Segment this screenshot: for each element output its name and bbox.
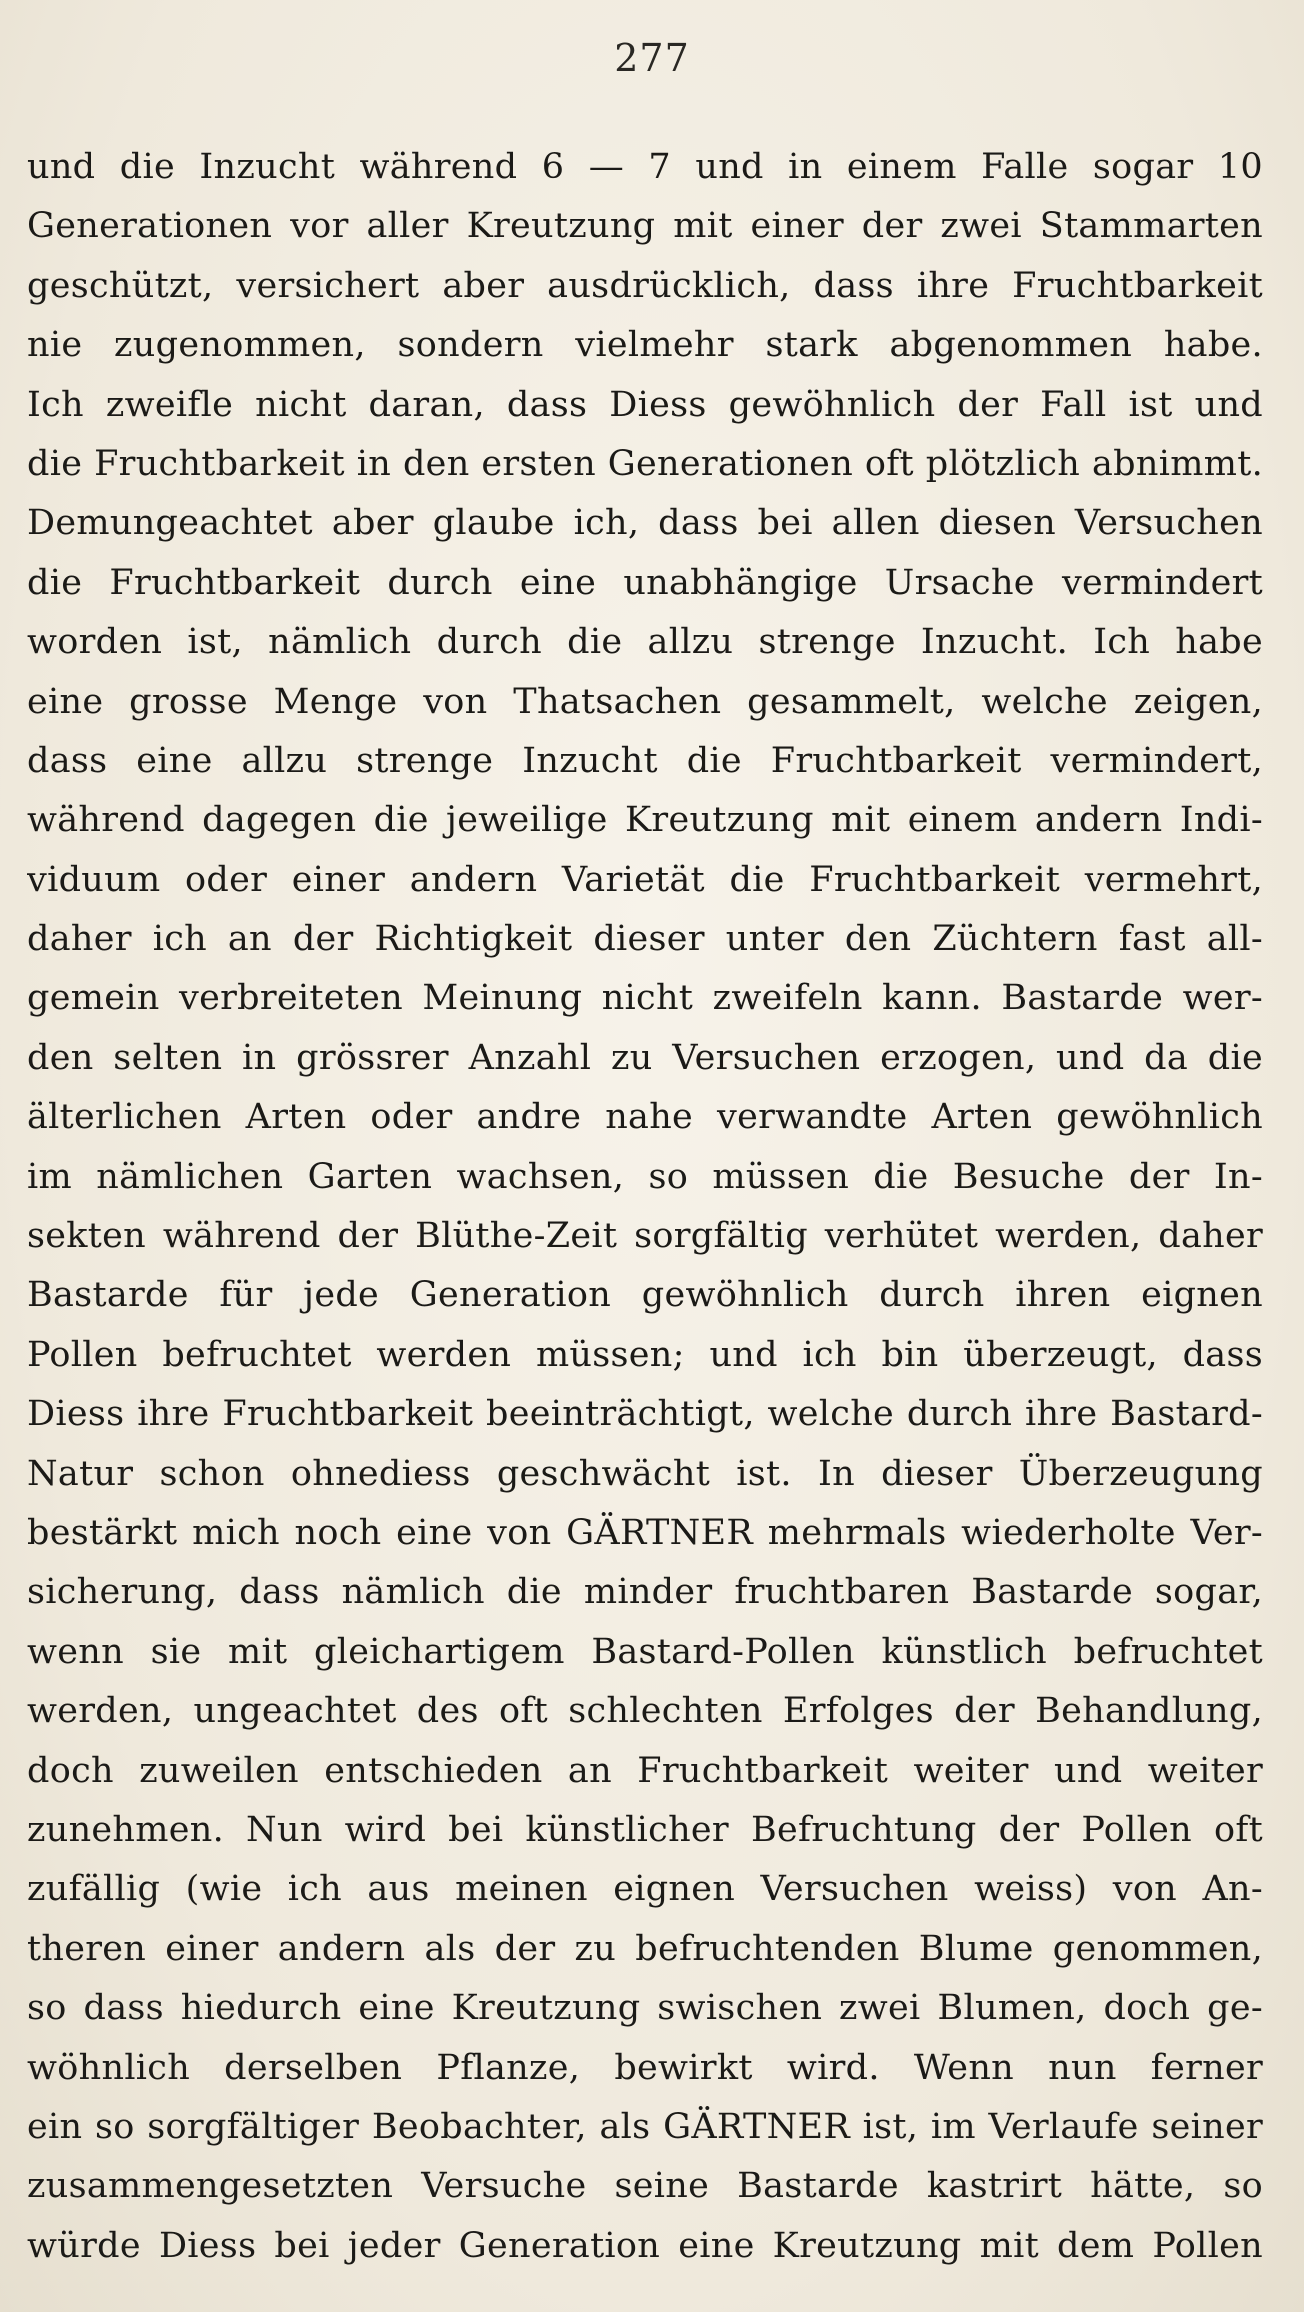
text-line: eine grosse Menge von Thatsachen gesammelt, welche zeigen,: [27, 681, 1263, 722]
text-line: dass eine allzu strenge Inzucht die Fruchtbarkeit vermindert,: [27, 740, 1263, 781]
text-line: viduum oder einer andern Varietät die Fruchtbarkeit vermehrt,: [27, 859, 1263, 900]
text-line: älterlichen Arten oder andre nahe verwandte Arten gewöhnlich: [27, 1097, 1263, 1138]
text-line: so dass hiedurch eine Kreutzung swischen zwei Blumen, doch ge-: [27, 1988, 1263, 2029]
text-line: bestärkt mich noch eine von GÄRTNER mehrmals wiederholte Ver-: [27, 1512, 1263, 1553]
text-line: zufällig (wie ich aus meinen eignen Versuchen weiss) von An-: [27, 1869, 1263, 1910]
text-line: den selten in grössrer Anzahl zu Versuchen erzogen, und da die: [27, 1037, 1263, 1078]
text-line: die Fruchtbarkeit durch eine unabhängige Ursache vermindert: [27, 562, 1263, 603]
text-line: die Fruchtbarkeit in den ersten Generationen oft plötzlich abnimmt.: [27, 443, 1263, 484]
text-line: wöhnlich derselben Pflanze, bewirkt wird. Wenn nun ferner: [27, 2047, 1263, 2088]
text-line: daher ich an der Richtigkeit dieser unter den Züchtern fast all-: [27, 919, 1263, 960]
text-line: wenn sie mit gleichartigem Bastard-Pollen künstlich befruchtet: [27, 1631, 1263, 1672]
text-line: während dagegen die jeweilige Kreutzung mit einem andern Indi-: [27, 800, 1263, 841]
text-line: Pollen befruchtet werden müssen; und ich bin überzeugt, dass: [27, 1334, 1263, 1375]
text-line: Natur schon ohnediess geschwächt ist. In dieser Überzeugung: [27, 1453, 1263, 1494]
text-line: nie zugenommen, sondern vielmehr stark abgenommen habe.: [27, 325, 1263, 366]
page-number: 277: [614, 36, 690, 80]
text-line: zunehmen. Nun wird bei künstlicher Befruchtung der Pollen oft: [27, 1809, 1263, 1850]
text-line: ein so sorgfältiger Beobachter, als GÄRTNER ist, im Verlaufe seiner: [27, 2106, 1263, 2147]
text-line: würde Diess bei jeder Generation eine Kreutzung mit dem Pollen: [27, 2225, 1263, 2266]
text-line: geschützt, versichert aber ausdrücklich, dass ihre Fruchtbarkeit: [27, 265, 1263, 306]
text-line: gemein verbreiteten Meinung nicht zweifeln kann. Bastarde wer-: [27, 978, 1263, 1019]
text-line: sekten während der Blüthe-Zeit sorgfältig verhütet werden, daher: [27, 1216, 1263, 1257]
text-line: worden ist, nämlich durch die allzu strenge Inzucht. Ich habe: [27, 622, 1263, 663]
text-line: Diess ihre Fruchtbarkeit beeinträchtigt, welche durch ihre Bastard-: [27, 1394, 1263, 1435]
text-line: im nämlichen Garten wachsen, so müssen die Besuche der In-: [27, 1156, 1263, 1197]
text-line: theren einer andern als der zu befruchtenden Blume genommen,: [27, 1928, 1263, 1969]
text-line: Ich zweifle nicht daran, dass Diess gewöhnlich der Fall ist und: [27, 384, 1263, 425]
text-line: zusammengesetzten Versuche seine Bastarde kastrirt hätte, so: [27, 2166, 1263, 2207]
text-line: und die Inzucht während 6 — 7 und in einem Falle sogar 10: [27, 147, 1263, 187]
text-line: Demungeachtet aber glaube ich, dass bei allen diesen Versuchen: [27, 503, 1263, 544]
text-line: werden, ungeachtet des oft schlechten Erfolges der Behandlung,: [27, 1691, 1263, 1732]
text-line: sicherung, dass nämlich die minder fruchtbaren Bastarde sogar,: [27, 1572, 1263, 1613]
text-line: Generationen vor aller Kreutzung mit einer der zwei Stammarten: [27, 206, 1263, 247]
text-line: Bastarde für jede Generation gewöhnlich durch ihren eignen: [27, 1275, 1263, 1316]
body-text: [27, 138, 1263, 2276]
text-line: doch zuweilen entschieden an Fruchtbarkeit weiter und weiter: [27, 1750, 1263, 1791]
